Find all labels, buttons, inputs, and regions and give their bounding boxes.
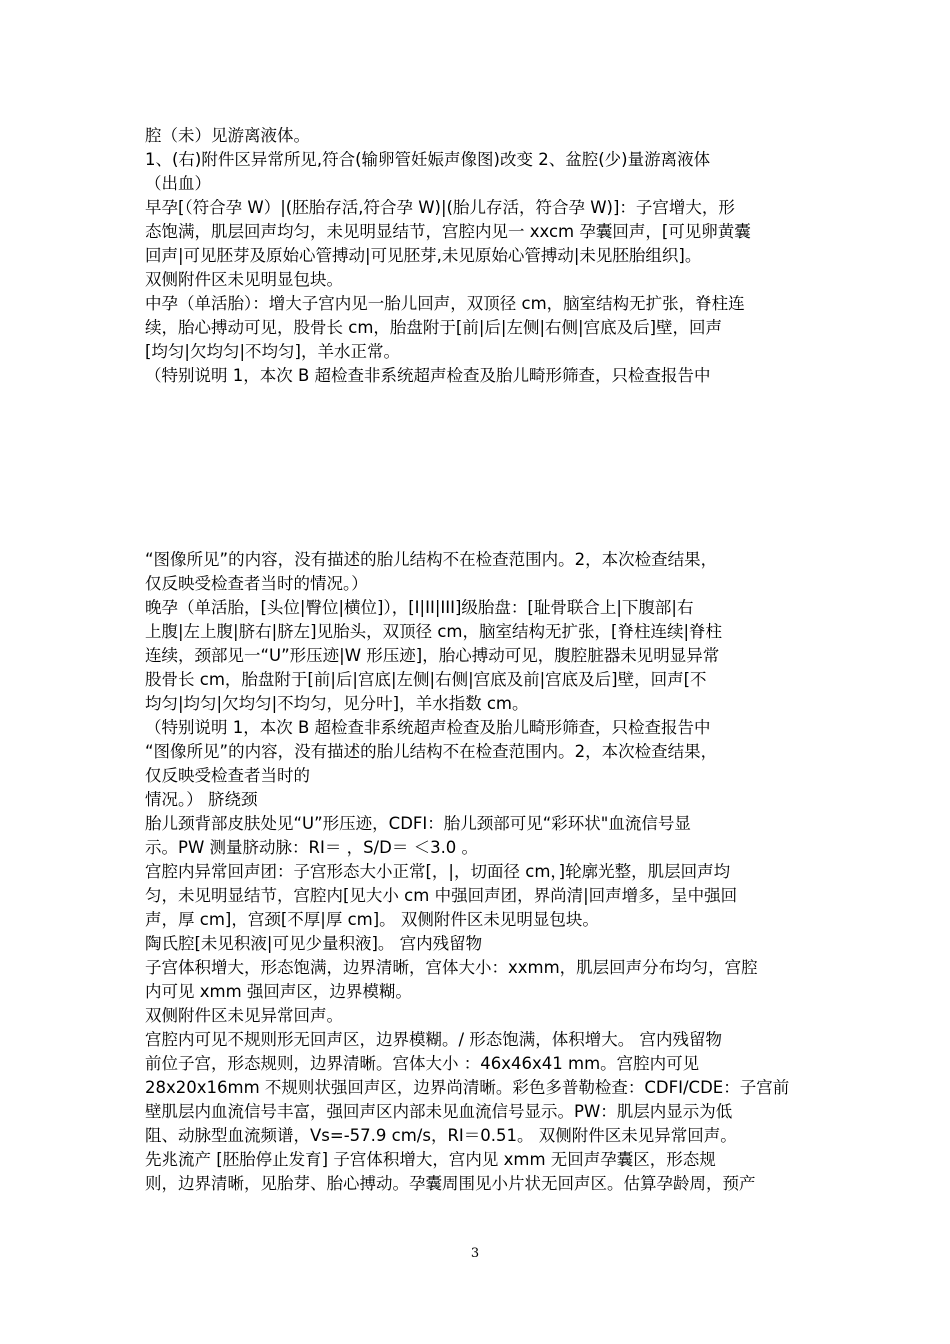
text-line: 声，厚 cm]，宫颈[不厚|厚 cm]。 双侧附件区未见明显包块。 [145,910,599,929]
text-line: 均匀|均匀|欠均匀|不均匀，见分叶]，羊水指数 cm。 [145,694,529,713]
text-line: 宫腔内可见不规则形无回声区，边界模糊。/ 形态饱满，体积增大。 宫内残留物 [145,1030,723,1049]
text-line: 前位子宫，形态规则，边界清晰。宫体大小 ：46x46x41 mm。宫腔内可见 [145,1054,700,1073]
text-line: 先兆流产 [胚胎停止发育] 子宫体积增大，宫内见 xmm 无回声孕囊区，形态规 [145,1150,716,1169]
text-line: 续，胎心搏动可见，股骨长 cm，胎盘附于[前|后|左侧|右侧|宫底及后]壁，回声 [145,318,723,337]
text-line: 回声|可见胚芽及原始心管搏动|可见胚芽,未见原始心管搏动|未见胚胎组织]。 [145,246,702,265]
text-line: 示。PW 测量脐动脉：RI＝ ，S/D＝ ＜3.0 。 [145,838,479,857]
text-line: 仅反映受检查者当时的情况。） [145,574,368,593]
text-line: 匀，未见明显结节，宫腔内[见大小 cm 中强回声团，界尚清|回声增多，呈中强回 [145,886,738,905]
text-line: 内可见 xmm 强回声区，边界模糊。 [145,982,412,1001]
text-line: 壁肌层内血流信号丰富，强回声区内部未见血流信号显示。PW：肌层内显示为低 [145,1102,733,1121]
text-line: 宫腔内异常回声团：子宫形态大小正常[，|，切面径 cm，]轮廓光整，肌层回声均 [145,862,731,881]
text-line: 上腹|左上腹|脐右|脐左]见胎头，双顶径 cm，脑室结构无扩张，[脊柱连续|脊柱 [145,622,723,641]
text-line: 陶氏腔[未见积液|可见少量积液]。 宫内残留物 [145,934,483,953]
text-line: 胎儿颈背部皮肤处见“U”形压迹，CDFI：胎儿颈部可见“彩环状"血流信号显 [145,814,691,833]
text-line: 股骨长 cm，胎盘附于[前|后|宫底|左侧|右侧|宫底及前|宫底及后]壁，回声[不 [145,670,707,689]
text-block-bottom [145,548,810,1196]
text-line: 子宫体积增大，形态饱满，边界清晰，宫体大小：xxmm，肌层回声分布均匀，宫腔 [145,958,758,977]
text-line: 晚孕（单活胎，[头位|臀位|横位]），[I|II|III]级胎盘：[耻骨联合上|下腹部|右 [145,598,694,617]
text-block-top [145,124,810,388]
text-line: 情况。） 脐绕颈 [145,790,258,809]
text-line: 连续，颈部见一“U”形压迹|W 形压迹]，胎心搏动可见，腹腔脏器未见明显异常 [145,646,720,665]
text-line: “图像所见”的内容，没有描述的胎儿结构不在检查范围内。2，本次检查结果， [145,742,718,761]
text-line: 早孕[（符合孕 W）|(胚胎存活,符合孕 W)|(胎儿存活，符合孕 W)]：子宫增大，形 [145,198,735,217]
text-line: 仅反映受检查者当时的 [145,766,310,785]
text-line: （特别说明 1，本次 B 超检查非系统超声检查及胎儿畸形筛查，只检查报告中 [145,718,711,737]
text-line: 态饱满，肌层回声均匀，未见明显结节，宫腔内见一 xxcm 孕囊回声，[可见卵黄囊 [145,222,751,241]
text-line: 双侧附件区未见明显包块。 [145,270,343,289]
page-number: 3 [470,1246,480,1261]
text-line: 28x20x16mm 不规则状强回声区，边界尚清晰。彩色多普勒检查：CDFI/CDE：子宫前 [145,1078,790,1097]
text-line: 则，边界清晰，见胎芽、胎心搏动。孕囊周围见小片状无回声区。估算孕龄周，预产 [145,1174,756,1193]
text-line: （出血） [145,174,211,193]
text-line: 腔（未）见游离液体。 [145,126,310,145]
text-line: 双侧附件区未见异常回声。 [145,1006,343,1025]
text-line: “图像所见”的内容，没有描述的胎儿结构不在检查范围内。2，本次检查结果， [145,550,718,569]
text-line: （特别说明 1，本次 B 超检查非系统超声检查及胎儿畸形筛查，只检查报告中 [145,366,711,385]
text-line: 中孕（单活胎）：增大子宫内见一胎儿回声，双顶径 cm，脑室结构无扩张，脊柱连 [145,294,745,313]
text-line: 1、(右)附件区异常所见,符合(输卵管妊娠声像图)改变 2、盆腔(少)量游离液体 [145,150,711,169]
text-line: 阻、动脉型血流频谱，Vs=-57.9 cm/s，RI＝0.51。 双侧附件区未见异常回声。 [145,1126,737,1145]
text-line: [均匀|欠均匀|不均匀]，羊水正常。 [145,342,400,361]
